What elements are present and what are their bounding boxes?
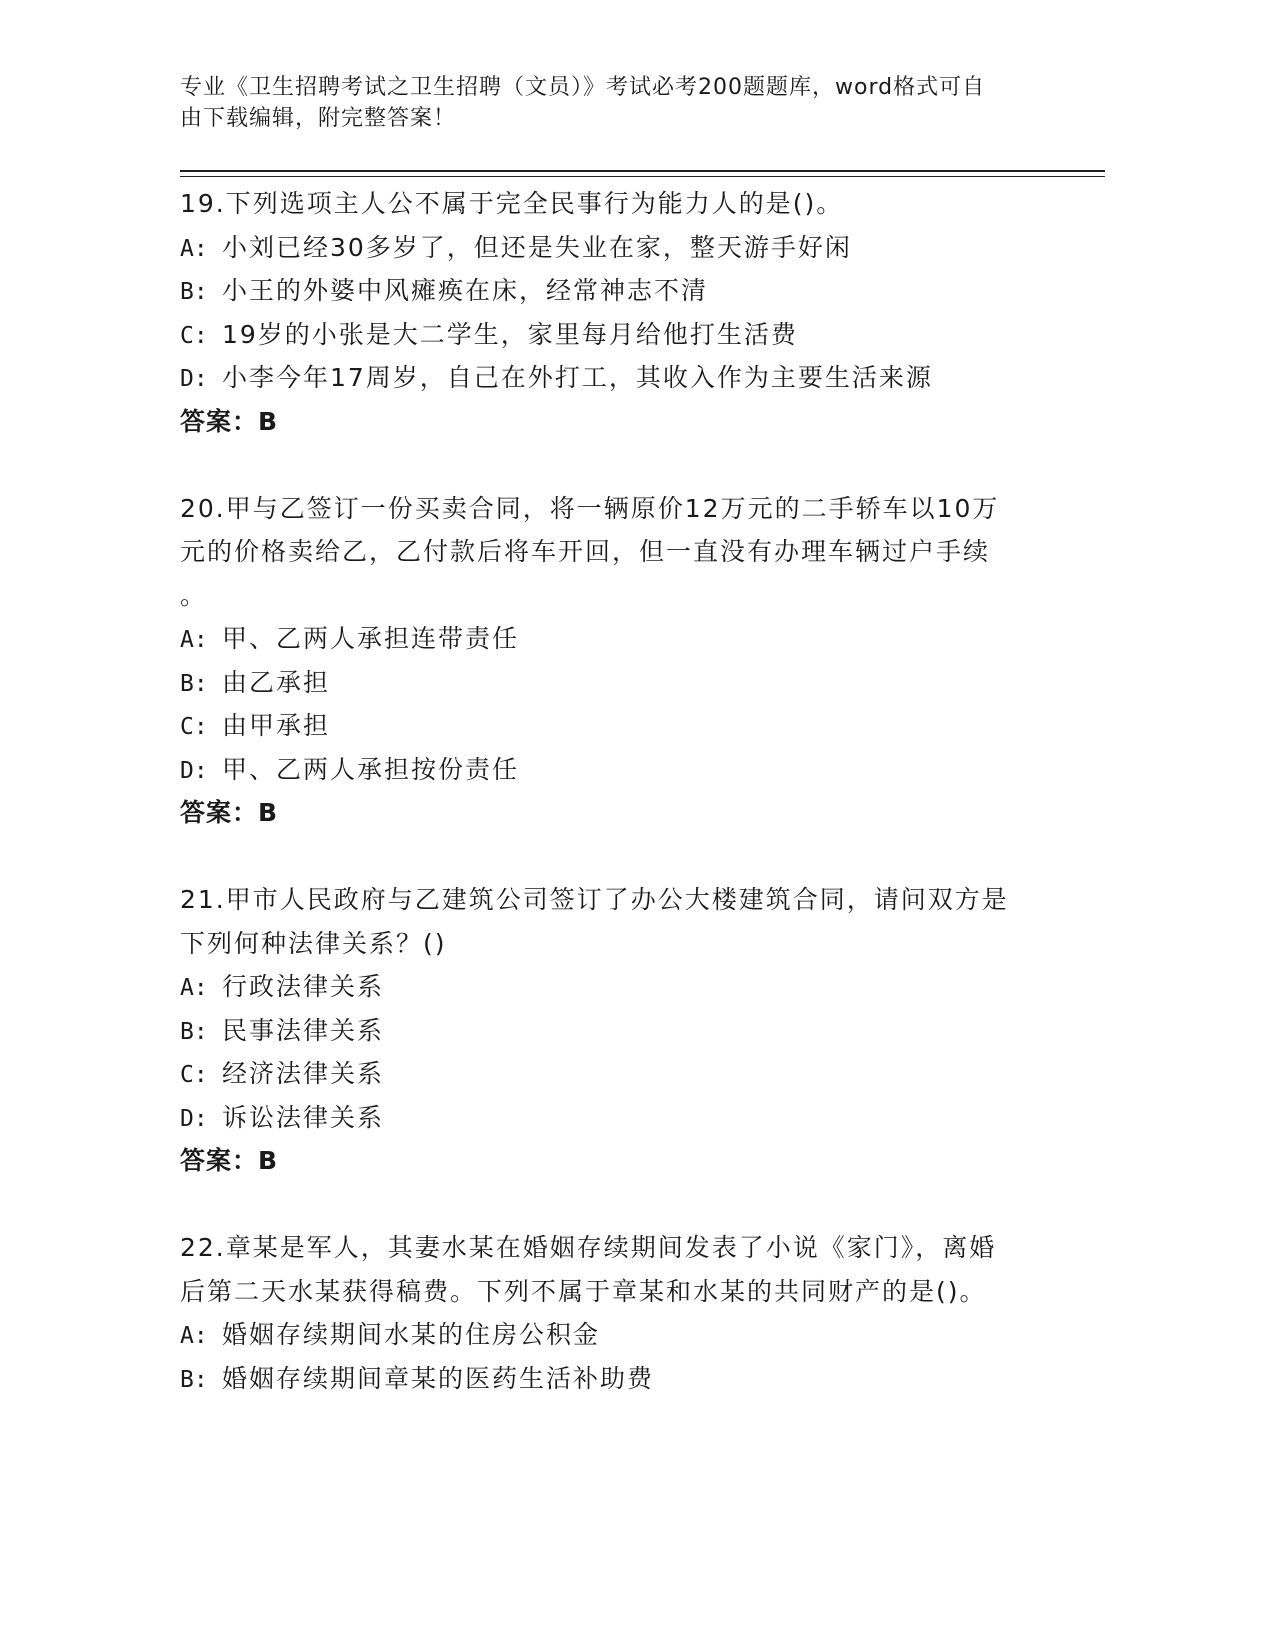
option-label: A: [180, 235, 208, 262]
option-item [180, 617, 1050, 661]
header-divider-thin [180, 176, 1105, 177]
option-item [180, 704, 1050, 748]
option-label: C: [180, 1062, 208, 1088]
option-text: 19岁的小张是大二学生，家里每月给他打生活费 [222, 319, 798, 349]
option-text: 行政法律关系 [222, 972, 385, 1001]
question-block [180, 182, 1050, 487]
option-label: D: [180, 366, 208, 392]
question-text-line: 20.甲与乙签订一份买卖合同，将一辆原价12万元的二手轿车以10万 [180, 493, 1000, 523]
option-label: B: [180, 279, 208, 305]
option-label: A: [180, 1323, 208, 1349]
option-item [180, 1052, 1050, 1096]
option-label: D: [180, 757, 208, 784]
option-text: 婚姻存续期间章某的医药生活补助费 [222, 1363, 655, 1393]
answer-line: 答案：B [180, 798, 279, 827]
option-item [180, 1313, 1050, 1357]
option-text: 小王的外婆中风瘫痪在床，经常神志不清 [222, 276, 709, 305]
option-item [180, 1096, 1050, 1140]
option-item [180, 748, 1050, 792]
option-text: 民事法律关系 [222, 1015, 385, 1045]
option-label: B: [180, 1018, 208, 1045]
header-line-2: 由下载编辑，附完整答案！ [180, 106, 457, 131]
question-block [180, 1226, 1050, 1400]
option-label: B: [180, 670, 208, 697]
option-text: 甲、乙两人承担连带责任 [222, 624, 520, 653]
option-item [180, 1357, 1050, 1401]
question-text-line: 21.甲市人民政府与乙建筑公司签订了办公大楼建筑合同，请问双方是 [180, 885, 1009, 914]
option-item [180, 356, 1050, 400]
option-text: 婚姻存续期间水某的住房公积金 [222, 1320, 601, 1349]
option-text: 诉讼法律关系 [222, 1102, 385, 1132]
option-item [180, 313, 1050, 357]
option-item [180, 226, 1050, 270]
question-text-line: 19.下列选项主人公不属于完全民事行为能力人的是()。 [180, 189, 844, 218]
option-text: 经济法律关系 [222, 1059, 385, 1088]
answer-line: 答案：B [180, 406, 279, 436]
question-text-line: 下列何种法律关系？() [180, 928, 447, 958]
question-block [180, 878, 1050, 1226]
option-item [180, 965, 1050, 1009]
header-line-1: 专业《卫生招聘考试之卫生招聘（文员）》考试必考200题题库，word格式可自 [180, 75, 986, 100]
option-label: D: [180, 1105, 208, 1132]
question-spacer [180, 443, 1050, 487]
option-text: 由甲承担 [222, 711, 331, 740]
question-text-line: 元的价格卖给乙，乙付款后将车开回，但一直没有办理车辆过户手续 [180, 537, 991, 566]
question-list [180, 182, 1050, 1400]
option-text: 甲、乙两人承担按份责任 [222, 754, 520, 784]
question-text-line: 22.章某是军人，其妻水某在婚姻存续期间发表了小说《家门》，离婚 [180, 1233, 997, 1262]
question-spacer [180, 835, 1050, 879]
option-label: C: [180, 322, 208, 349]
question-spacer [180, 1183, 1050, 1227]
answer-line: 答案：B [180, 1146, 279, 1175]
option-item [180, 269, 1050, 313]
option-label: B: [180, 1366, 208, 1393]
document-header [180, 72, 1060, 134]
option-label: C: [180, 714, 208, 740]
option-text: 由乙承担 [222, 667, 331, 697]
option-label: A: [180, 627, 208, 653]
option-text: 小刘已经30多岁了，但还是失业在家，整天游手好闲 [222, 232, 852, 262]
question-block [180, 487, 1050, 879]
question-text-line: 。 [180, 580, 208, 610]
option-item [180, 1009, 1050, 1053]
header-divider-thick [180, 170, 1105, 172]
question-text-line: 后第二天水某获得稿费。下列不属于章某和水某的共同财产的是()。 [180, 1276, 987, 1306]
option-label: A: [180, 975, 208, 1001]
option-item [180, 661, 1050, 705]
option-text: 小李今年17周岁，自己在外打工，其收入作为主要生活来源 [222, 363, 933, 392]
